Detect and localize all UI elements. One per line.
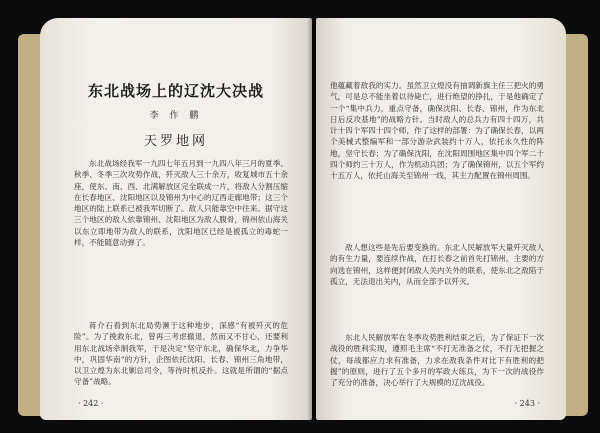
author-name: 李 作 鹏 xyxy=(149,111,203,121)
left-page-number: · 242 · xyxy=(78,399,104,408)
open-book xyxy=(18,12,588,424)
right-page-edges xyxy=(564,34,588,416)
right-page xyxy=(316,18,566,420)
article-title: 东北战场上的辽沈大决战 xyxy=(87,82,264,100)
left-page xyxy=(40,18,312,420)
section-heading: 天罗地网 xyxy=(143,134,208,149)
left-paragraph-1: 东北战场经我军一九四七年五月到一九四八年三月的夏季、秋季、冬季三次攻势作战，歼灭敌人三十余万，收复城市五十余座，使东、南、西、北满解放区完全联成一片，将敌人分割压缩在长春地区、沈阳地区以及锦州为中心的辽西走廊地带；这三个地区的陆上联系已被我军切断了。敌人只能靠空中往来。据守这三个地区的敌人依靠锦州、沈阳地区为敌人腹骨，锦州依山海关以东立即地带为敌人的联系，沈阳地区已经是被孤立的毒蛇一样，不能随意动弹了。 xyxy=(74,159,288,248)
right-paragraph-1: 他蕴藏着敌我的实力。虽然卫立煌没有抽调新旗主任三把火的勇气，可是总不能坐着以待毙亡，进行绝望的挣扎，于是他确定了一个“集中兵力，重点守备，确保沈阳、长春、锦州，作为东北日后反攻基地”的战略方针。当时敌人的总兵力有四十四万，共计十四个军四十四个师，作了这样的部署：为了确保长春，以两个美械式整编军和一部分游杂武装约十万人，依托永久性的阵地，坚守长春；为了确保沈阳，在沈阳周围地区集中四个军二十四个师约三十万人，作为机动兵团；为了确保锦州，以五个军约十五万人，依托山海关至锦州一线，其主力配置在锦州周围。 xyxy=(330,81,544,181)
right-paragraph-3: 东北人民解放军在冬季攻势胜利结束之后，为了保证下一次战役的胜利实现，遵照毛主席“不打无准备之仗，不打无把握之仗，每战都应力求有准备，力求在敌我条件对比下有胜利的把握”的原则，进行了五个多月的军政大练兵，为下一次的战役作了充分的准备，决心举行了大规模的辽沈战役。 xyxy=(330,333,544,388)
right-paragraph-2: 敌人想这些是先后要变换的。东北人民解放军大量歼灭敌人的有生力量，要连续作战，在打长春之前首先打锦州。主要的方向选在锦州，这样便封闭敌人关内关外的联系，使东北之敌陷于孤立，无法退出关内，从而全部予以歼灭。 xyxy=(330,243,544,286)
left-paragraph-2: 蒋介石看到东北局势濒于这种地步，深感“有被歼灭的危险”。为了挽救东北，曾再三考虑撤退，然而又不甘心，还要利用东北战场牵制我军，于是决定“坚守东北，确保华北，力争华中，巩固华南”的方针，企图依托沈阳、长春、锦州三角地带，以卫立煌为东北剿总司令，等待时机反扑。这就是所谓的“据点守备”战略。 xyxy=(74,321,288,387)
right-page-number: · 243 · xyxy=(514,399,540,408)
